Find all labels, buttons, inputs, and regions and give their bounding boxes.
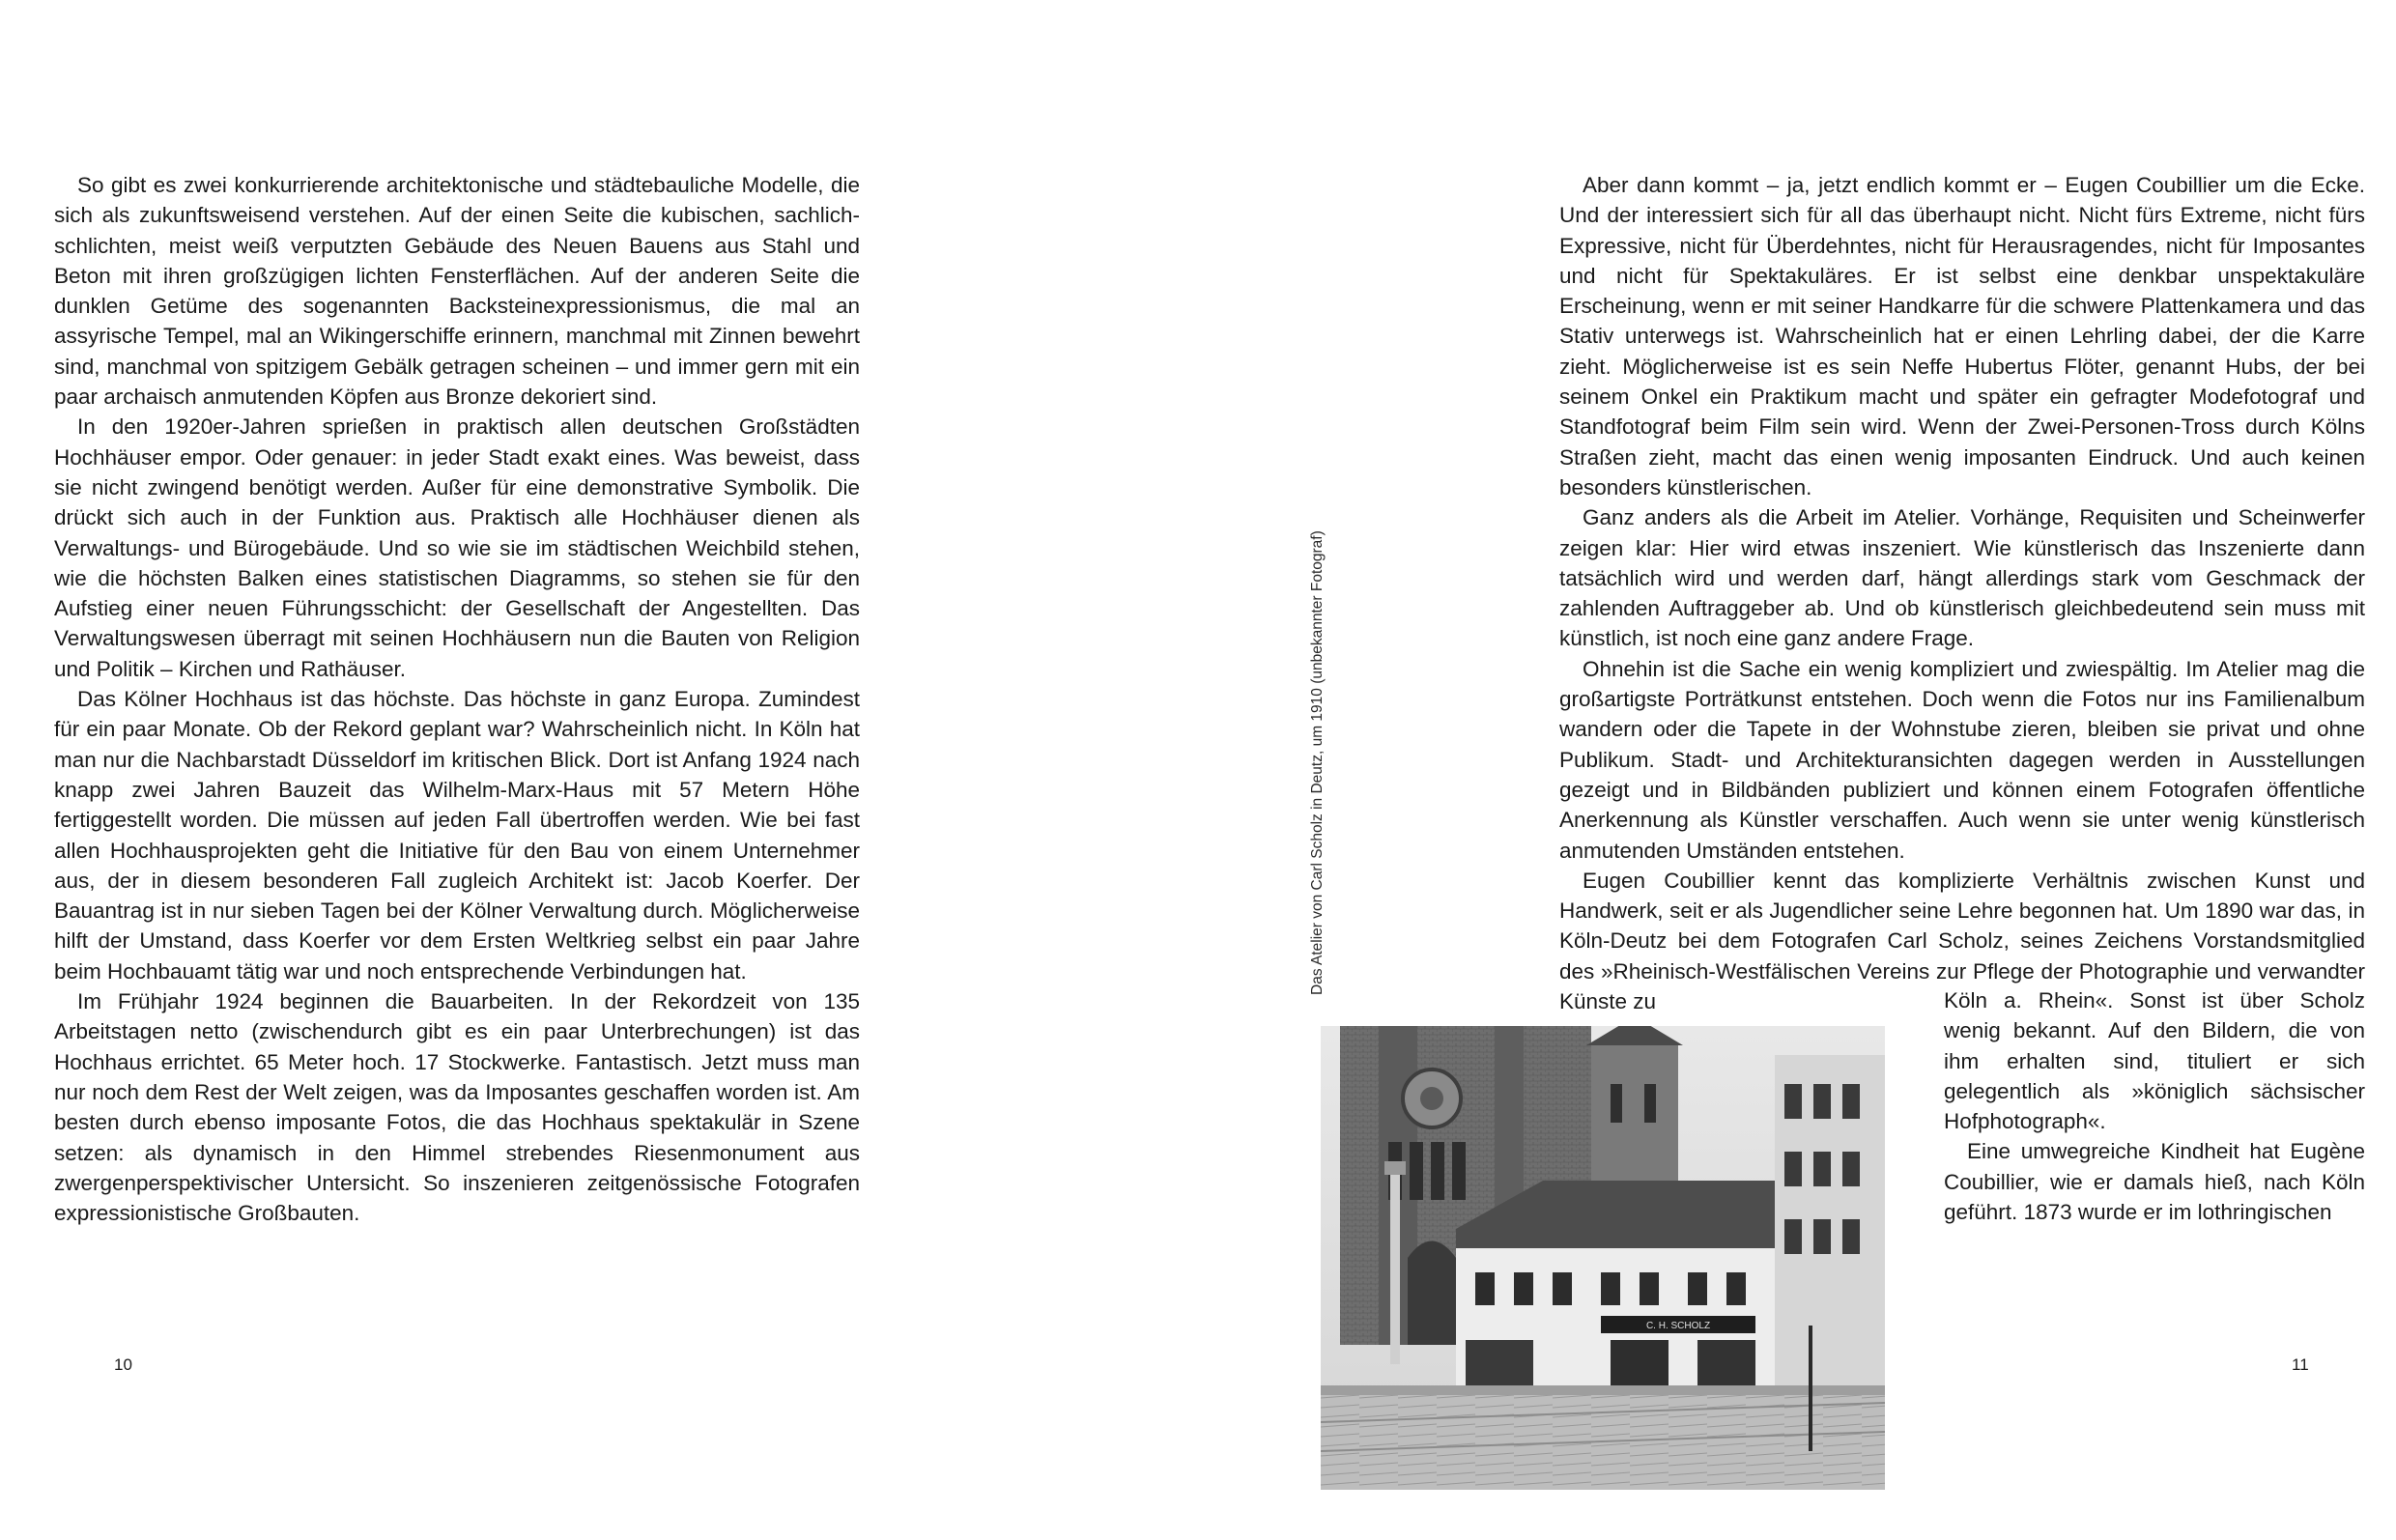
paragraph: So gibt es zwei konkurrierende architektonische und städtebauliche Modelle, die sich als zukunftsweisend verstehen. Auf der einen Seite die kubischen, sachlich-schlichten, meist weiß verputzten Gebäude des Neuen Bauens aus Stahl und Beton mit ihren großzügigen lichten Fensterflächen. Auf der anderen Seite die dunklen Getüme des sogenannten Backsteinexpressionismus, die mal an assyrische Tempel, mal an Wikingerschiffe erinnern, manchmal mit Zinnen bewehrt sind, manchmal von spitzigem Gebälk getragen scheinen – und immer gern mit ein paar archaisch anmutenden Köpfen aus Bronze dekoriert sind. [54, 173, 860, 410]
paragraph: Köln a. Rhein«. Sonst ist über Scholz wenig bekannt. Auf den Bildern, die von ihm erhalten sind, tituliert er sich gelegentlich als »königlich sächsischer Hofphotograph«. [1944, 988, 2365, 1134]
paragraph: Ohnehin ist die Sache ein wenig kompliziert und zwiespältig. Im Atelier mag die großartigste Porträtkunst entstehen. Doch wenn die Fotos nur ins Familienalbum wandern oder die Tapete in der Wohnstube zieren, bleiben sie privat und ohne Publikum. Stadt- und Architekturansichten dagegen werden in Ausstellungen gezeigt und in Bildbänden publiziert und können einem Fotografen öffentliche Anerkennung als Künstler verschaffen. Auch wenn sie unter wenig künstlerisch anmutenden Umständen entstehen. [1559, 656, 2365, 863]
right-page [1198, 0, 2396, 1540]
right-text-column-narrow [1944, 985, 2365, 1227]
page-number-left: 10 [114, 1355, 132, 1374]
studio-building [1456, 1181, 1775, 1403]
historic-photo [1321, 1026, 1885, 1490]
right-text-column [1559, 170, 2365, 1016]
paragraph: Eine umwegreiche Kindheit hat Eugène Coubillier, wie er damals hieß, nach Köln geführt. 1873 wurde er im lothringischen [1944, 1139, 2365, 1225]
photo-illustration [1321, 1026, 1885, 1490]
paragraph: Im Frühjahr 1924 beginnen die Bauarbeiten. In der Rekordzeit von 135 Arbeitstagen netto (zwischendurch gibt es ein paar Unterbrechungen) ist das Hochhaus errichtet. 65 Meter hoch. 17 Stockwerke. Fantastisch. Jetzt muss man nur noch dem Rest der Welt zeigen, was da Imposantes geschaffen worden ist. Am besten durch ebenso imposante Fotos, die das Hochhaus spektakulär in Szene setzen: als dynamisch in den Himmel strebendes Riesenmonument aus zwergenperspektivischer Untersicht. So inszenieren zeitgenössische Fotografen expressionistische Großbauten. [54, 989, 860, 1226]
paragraph: Eugen Coubillier kennt das komplizierte Verhältnis zwischen Kunst und Handwerk, seit er als Jugendlicher seine Lehre begonnen hat. Um 1890 war das, in Köln-Deutz bei dem Fotografen Carl Scholz, seines Zeichens Vorstandsmitglied des »Rheinisch-Westfälischen Vereins zur Pflege der Photographie und verwandter Künste zu [1559, 868, 2365, 1014]
townhouse [1775, 1055, 1885, 1403]
paragraph: Ganz anders als die Arbeit im Atelier. Vorhänge, Requisiten und Scheinwerfer zeigen klar: Hier wird etwas inszeniert. Wie künstlerisch das Inszenierte dann tatsächlich wird und werden darf, hängt allerdings stark vom Geschmack der zahlenden Auftraggeber ab. Und ob künstlerisch gleichbedeutend sein muss mit künstlich, ist noch eine ganz andere Frage. [1559, 505, 2365, 651]
left-text-column [54, 170, 860, 1228]
photo-caption-wrap [1309, 512, 1338, 995]
paragraph: Aber dann kommt – ja, jetzt endlich kommt er – Eugen Coubillier um die Ecke. Und der interessiert sich für all das überhaupt nicht. Nicht fürs Extreme, nicht fürs Expressive, nicht für Überdehntes, nicht für Herausragendes, nicht für Imposantes und nicht für Spektakuläres. Er ist selbst eine denkbar unspektakuläre Erscheinung, wenn er mit seiner Handkarre für die schwere Plattenkamera und das Stativ unterwegs ist. Wahrscheinlich hat er einen Lehrling dabei, der die Karre zieht. Möglicherweise ist es sein Neffe Hubertus Flöter, genannt Hubs, der bei seinem Onkel ein Praktikum macht und später ein gefragter Modefotograf und Standfotograf beim Film sein wird. Wenn der Zwei-Personen-Tross durch Kölns Straßen zieht, macht das einen wenig imposanten Eindruck. Und auch keinen besonders künstlerischen. [1559, 173, 2365, 499]
photo-caption: Das Atelier von Carl Scholz in Deutz, um 1910 (unbekannter Fotograf) [1309, 530, 1326, 995]
page-number-right: 11 [2292, 1355, 2309, 1374]
paragraph: Das Kölner Hochhaus ist das höchste. Das höchste in ganz Europa. Zumindest für ein paar Monate. Ob der Rekord geplant war? Wahrscheinlich nicht. In Köln hat man nur die Nachbarstadt Düsseldorf im kritischen Blick. Dort ist Anfang 1924 nach knapp zwei Jahren Bauzeit das Wilhelm-Marx-Haus mit 57 Metern Höhe fertiggestellt worden. Die müssen auf jeden Fall übertroffen werden. Wie bei fast allen Hochhausprojekten geht die Initiative für den Bau von einem Unternehmer aus, der in diesem besonderen Fall zugleich Architekt ist: Jacob Koerfer. Der Bauantrag ist in nur sieben Tagen bei der Kölner Verwaltung durch. Möglicherweise hilft der Umstand, dass Koerfer vor dem Ersten Weltkrieg selbst ein paar Jahre beim Hochbauamt tätig war und noch entsprechende Verbindungen hat. [54, 687, 860, 984]
shop-sign: C. H. SCHOLZ [1645, 1321, 1711, 1331]
column-monument [1390, 1171, 1400, 1364]
lamp-post [1809, 1326, 1812, 1451]
paragraph: In den 1920er-Jahren sprießen in praktisch allen deutschen Großstädten Hochhäuser empor. Oder genauer: in jeder Stadt exakt eines. Was beweist, dass sie nicht zwingend benötigt werden. Außer für eine demonstrative Symbolik. Die drückt sich auch in der Funktion aus. Praktisch alle Hochhäuser dienen als Verwaltungs- und Bürogebäude. Und so wie sie im städtischen Weichbild stehen, wie die höchsten Balken eines statistischen Diagramms, so stehen sie für den Aufstieg einer neuen Führungsschicht: der Gesellschaft der Angestellten. Das Verwaltungswesen überragt mit seinen Hochhäusern nun die Bauten von Religion und Politik – Kirchen und Rathäuser. [54, 414, 860, 681]
